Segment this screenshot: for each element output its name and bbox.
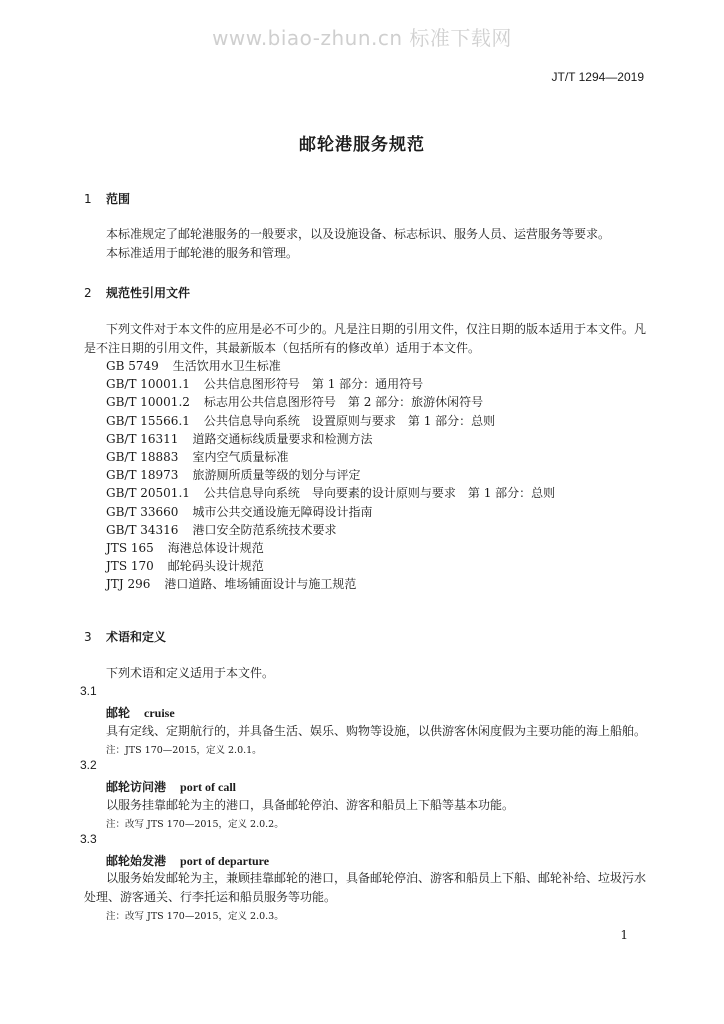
ref-code: JTS 170 <box>106 559 154 574</box>
reference-list <box>106 357 555 594</box>
ref-title: 室内空气质量标准 <box>192 450 289 465</box>
section-2-heading <box>84 284 190 301</box>
ref-title: 公共信息图形符号 第 1 部分：通用符号 <box>203 377 424 392</box>
section-number: 1 <box>84 192 92 206</box>
page-number: 1 <box>620 928 628 942</box>
reference-item <box>106 412 555 430</box>
term-definition: 以服务始发邮轮为主，兼顾挂靠邮轮的港口，具备邮轮停泊、游客和船员上下船、邮轮补给、垃圾污水处理、游客通关、行李托运和船员服务等功能。 <box>84 871 647 904</box>
ref-title: 海港总体设计规范 <box>167 541 264 556</box>
term-en: cruise <box>144 706 175 720</box>
term-heading <box>106 778 236 795</box>
term-en: port of call <box>180 780 237 794</box>
term-note: 注：JTS 170—2015，定义 2.0.1。 <box>106 745 262 756</box>
ref-code: GB/T 33660 <box>106 504 179 519</box>
ref-title: 港口道路、堆场铺面设计与施工规范 <box>164 577 357 592</box>
ref-code: JTJ 296 <box>106 577 151 592</box>
watermark: www.biao-zhun.cn 标准下载网 <box>212 26 512 50</box>
term-zh: 邮轮访问港 <box>106 780 167 794</box>
ref-title: 旅游厕所质量等级的划分与评定 <box>192 468 361 483</box>
ref-code: GB/T 18883 <box>106 450 179 465</box>
reference-item <box>106 557 555 575</box>
section-3-heading <box>84 628 166 645</box>
reference-item <box>106 503 555 521</box>
term-number: 3.1 <box>80 684 97 698</box>
section-1-heading <box>84 190 130 207</box>
paragraph: 本标准规定了邮轮港服务的一般要求，以及设施设备、标志标识、服务人员、运营服务等要求。 <box>106 227 611 241</box>
standard-code: JT/T 1294—2019 <box>551 70 644 84</box>
section-title: 范围 <box>106 192 131 206</box>
paragraph: 本标准适用于邮轮港的服务和管理。 <box>106 246 299 260</box>
term-definition: 以服务挂靠邮轮为主的港口，具备邮轮停泊、游客和船员上下船等基本功能。 <box>106 798 515 812</box>
ref-title: 公共信息导向系统 导向要素的设计原则与要求 第 1 部分：总则 <box>203 486 556 501</box>
reference-item <box>106 575 555 593</box>
term-heading <box>106 704 175 721</box>
ref-code: GB/T 16311 <box>106 431 179 446</box>
reference-item <box>106 357 555 375</box>
section-title: 术语和定义 <box>106 630 167 644</box>
ref-code: GB/T 15566.1 <box>106 413 190 428</box>
ref-title: 港口安全防范系统技术要求 <box>192 522 337 537</box>
section-title: 规范性引用文件 <box>106 286 191 300</box>
ref-title: 公共信息导向系统 设置原则与要求 第 1 部分：总则 <box>203 413 496 428</box>
ref-code: GB/T 34316 <box>106 522 179 537</box>
ref-title: 邮轮码头设计规范 <box>167 559 264 574</box>
term-definition: 具有定线、定期航行的，并具备生活、娱乐、购物等设施，以供游客休闲度假为主要功能的海上船舶。 <box>106 724 647 738</box>
reference-item <box>106 466 555 484</box>
reference-item <box>106 448 555 466</box>
ref-code: GB/T 10001.2 <box>106 395 190 410</box>
ref-code: GB/T 10001.1 <box>106 377 190 392</box>
ref-title: 道路交通标线质量要求和检测方法 <box>192 431 373 446</box>
paragraph: 下列文件对于本文件的应用是必不可少的。凡是注日期的引用文件，仅注日期的版本适用于本文件。凡是不注日期的引用文件，其最新版本（包括所有的修改单）适用于本文件。 <box>84 322 647 355</box>
paragraph: 下列术语和定义适用于本文件。 <box>106 666 275 680</box>
reference-item <box>106 375 555 393</box>
ref-code: GB 5749 <box>106 359 159 373</box>
term-note: 注：改写 JTS 170—2015，定义 2.0.3。 <box>106 911 284 922</box>
reference-item <box>106 430 555 448</box>
ref-title: 城市公共交通设施无障碍设计指南 <box>192 504 373 519</box>
document-title: 邮轮港服务规范 <box>299 135 425 155</box>
reference-item <box>106 393 555 411</box>
reference-item <box>106 484 555 502</box>
term-zh: 邮轮始发港 <box>106 854 167 868</box>
term-en: port of departure <box>180 854 270 868</box>
section-number: 3 <box>84 630 92 644</box>
term-number: 3.2 <box>80 758 97 772</box>
ref-title: 生活饮用水卫生标准 <box>172 359 281 373</box>
term-number: 3.3 <box>80 832 97 846</box>
term-note: 注：改写 JTS 170—2015，定义 2.0.2。 <box>106 819 284 830</box>
ref-code: GB/T 18973 <box>106 468 179 483</box>
term-zh: 邮轮 <box>106 706 131 720</box>
reference-item <box>106 539 555 557</box>
ref-code: GB/T 20501.1 <box>106 486 190 501</box>
ref-code: JTS 165 <box>106 541 154 556</box>
ref-title: 标志用公共信息图形符号 第 2 部分：旅游休闲符号 <box>203 395 484 410</box>
section-number: 2 <box>84 286 92 300</box>
term-heading <box>106 852 269 869</box>
reference-item <box>106 521 555 539</box>
